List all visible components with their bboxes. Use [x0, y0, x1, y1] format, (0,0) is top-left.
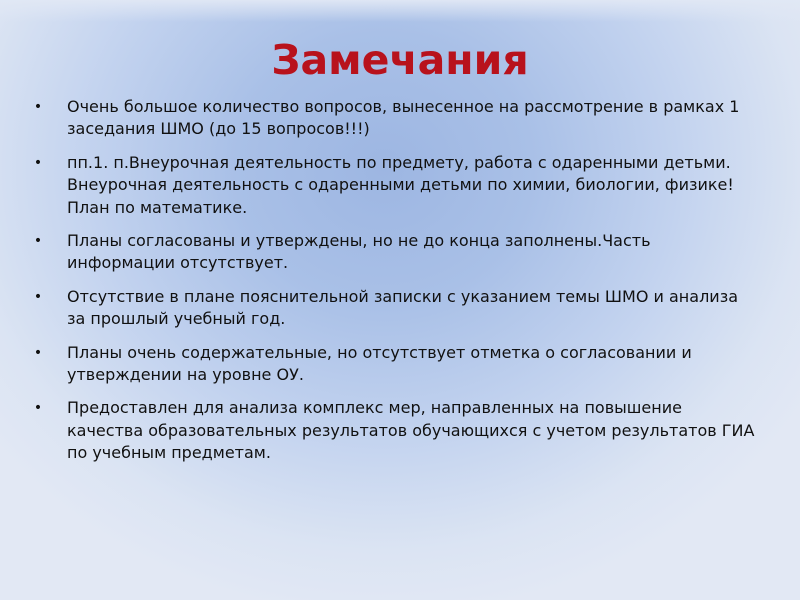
bullet-dot-icon: •	[33, 99, 43, 115]
bullet-text: Планы согласованы и утверждены, но не до конца заполнены.Часть информации отсутствует.	[67, 231, 651, 273]
bullet-dot-icon: •	[33, 154, 43, 171]
bullet-text: Отсутствие в плане пояснительной записки с указанием темы ШМО и анализа за прошлый учебный год.	[67, 286, 739, 329]
bullet-item	[30, 342, 770, 387]
bullet-item	[30, 230, 770, 275]
bullet-item	[30, 96, 770, 141]
bullet-item	[30, 286, 770, 331]
bullet-dot-icon: •	[33, 344, 43, 361]
bullet-item	[30, 397, 770, 464]
bullet-list	[30, 96, 770, 476]
bullet-dot-icon: •	[33, 233, 43, 250]
bullet-item	[30, 152, 770, 219]
bullet-text: пп.1. п.Внеурочная деятельность по предмету, работа с одаренными детьми. Внеурочная деятельность с одаренными детьми по химии, биологии, физике! План по математике.	[67, 152, 734, 217]
bullet-dot-icon: •	[33, 288, 43, 305]
bullet-text: Планы очень содержательные, но отсутствует отметка о согласовании и утверждении на уровне ОУ.	[67, 342, 692, 385]
bullet-text: Очень большое количество вопросов, вынесенное на рассмотрение в рамках 1 заседания ШМО (до 15 вопросов!!!)	[67, 97, 740, 139]
slide-title: Замечания	[271, 36, 529, 84]
bullet-dot-icon: •	[33, 400, 43, 417]
bullet-text: Предоставлен для анализа комплекс мер, направленных на повышение качества образовательных результатов обучающихся с учетом результатов ГИА по учебным предметам.	[67, 398, 755, 463]
